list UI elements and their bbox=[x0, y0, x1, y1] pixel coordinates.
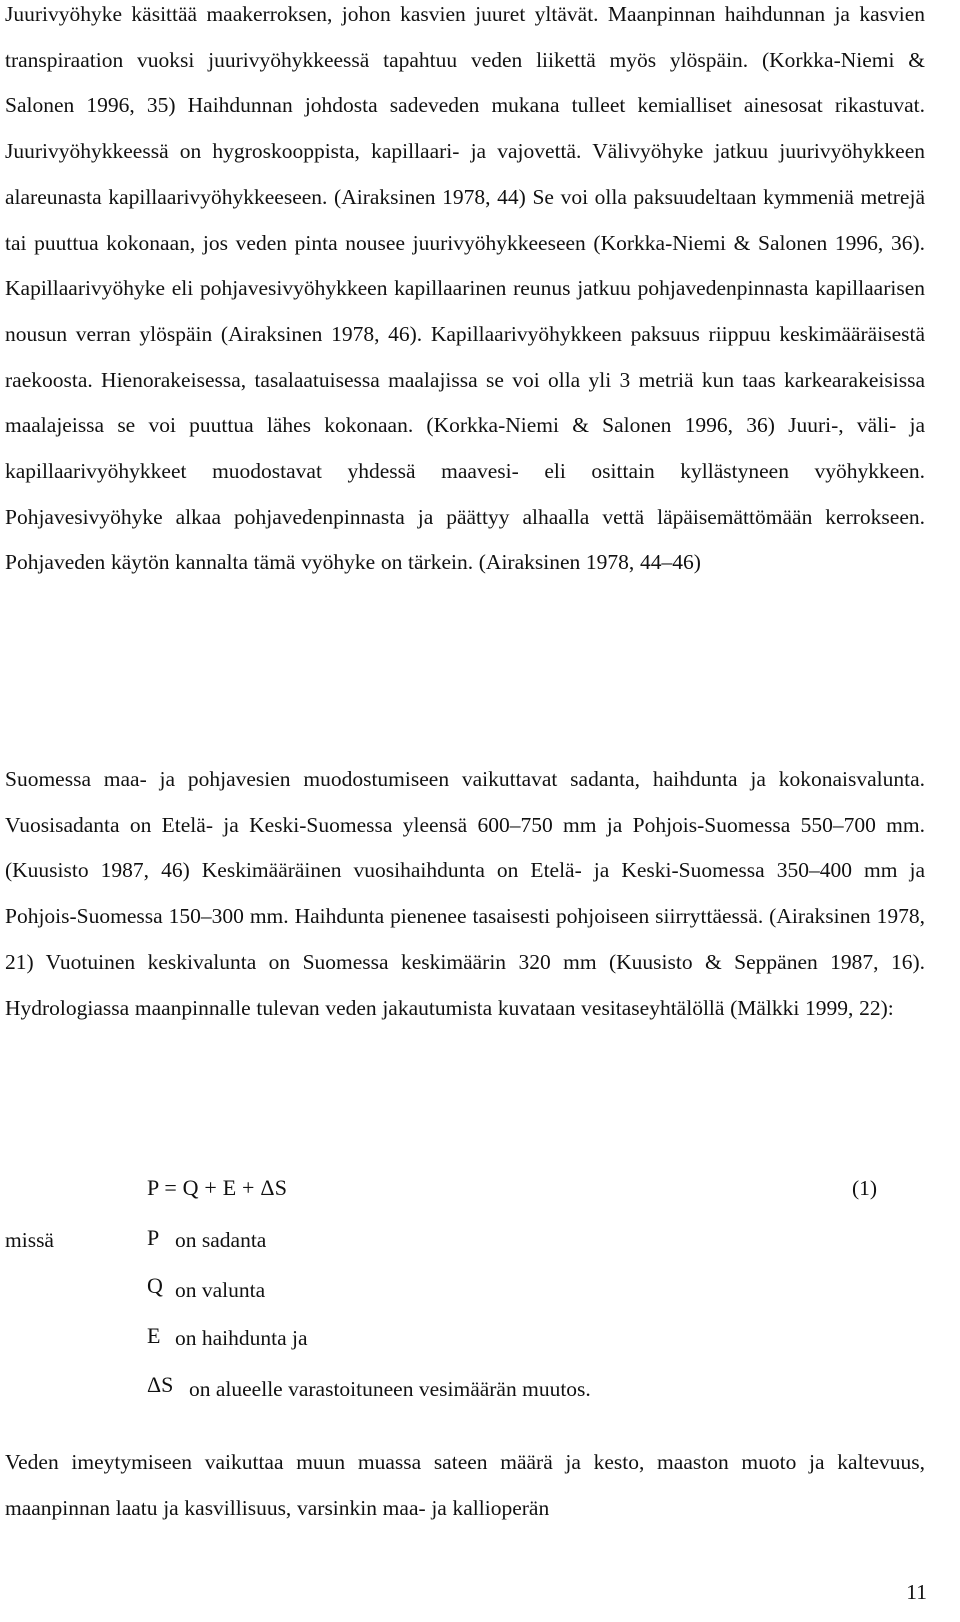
page-number: 11 bbox=[906, 1580, 927, 1604]
equation-number: (1) bbox=[852, 1176, 878, 1200]
definition-text-e: on haihdunta ja bbox=[175, 1326, 308, 1350]
definition-text-delta-s: on alueelle varastoituneen vesimäärän muutos. bbox=[189, 1377, 591, 1401]
definition-symbol-delta-s: ΔS bbox=[147, 1372, 174, 1397]
paragraph-water-balance: Suomessa maa- ja pohjavesien muodostumiseen vaikuttavat sadanta, haihdunta ja kokonaisvalunta. Vuosisadanta on Etelä- ja Keski-Suomessa yleensä 600–750 mm ja Pohjois-Suomessa 550–700 mm. (Kuusisto 1987, 46) Keskimääräinen vuosihaihdunta on Etelä- ja Keski-Suomessa 350–400 mm ja Pohjois-Suomessa 150–300 mm. Haihdunta pienenee tasaisesti pohjoiseen siirryttäessä. (Airaksinen 1978, 21) Vuotuinen keskivalunta on Suomessa keskimäärin 320 mm (Kuusisto & Seppänen 1987, 16). Hydrologiassa maanpinnalle tulevan veden jakautumista kuvataan vesitaseyhtälöllä (Mälkki 1999, 22): bbox=[5, 767, 925, 1020]
definition-symbol-p: P bbox=[147, 1225, 160, 1250]
equation-formula: P = Q + E + ΔS bbox=[147, 1175, 288, 1200]
definition-symbol-e: E bbox=[147, 1323, 161, 1348]
definition-symbol-q: Q bbox=[147, 1273, 163, 1298]
definitions-intro: missä bbox=[5, 1228, 54, 1252]
paragraph-infiltration: Veden imeytymiseen vaikuttaa muun muassa sateen määrä ja kesto, maaston muoto ja kaltevuus, maanpinnan laatu ja kasvillisuus, varsinkin maa- ja kallioperän bbox=[5, 1450, 925, 1520]
definition-text-p: on sadanta bbox=[175, 1228, 267, 1252]
paragraph-vadose-zones: Juurivyöhyke käsittää maakerroksen, johon kasvien juuret yltävät. Maanpinnan haihdunnan ja kasvien transpiraation vuoksi juurivyöhykkeessä tapahtuu veden liikettä myös ylöspäin. (Korkka-Niemi & Salonen 1996, 35) Haihdunnan johdosta sadeveden mukana tulleet kemialliset ainesosat rikastuvat. Juurivyöhykkeessä on hygroskooppista, kapillaari- ja vajovettä. Välivyöhyke jatkuu juurivyöhykkeen alareunasta kapillaarivyöhykkeeseen. (Airaksinen 1978, 44) Se voi olla paksuudeltaan kymmeniä metrejä tai puuttua kokonaan, jos veden pinta nousee juurivyöhykkeeseen (Korkka-Niemi & Salonen 1996, 36). Kapillaarivyöhyke eli pohjavesivyöhykkeen kapillaarinen reunus jatkuu pohjavedenpinnasta kapillaarisen nousun verran ylöspäin (Airaksinen 1978, 46). Kapillaarivyöhykkeen paksuus riippuu keskimääräisestä raekoosta. Hienorakeisessa, tasalaatuisessa maalajissa se voi olla yli 3 metriä kun taas karkearakeisissa maalajeissa se voi puuttua lähes kokonaan. (Korkka-Niemi & Salonen 1996, 36) Juuri-, väli- ja kapillaarivyöhykkeet muodostavat yhdessä maavesi- eli osittain kyllästyneen vyöhykkeen. Pohjavesivyöhyke alkaa pohjavedenpinnasta ja päättyy alhaalla vettä läpäisemättömään kerrokseen. Pohjaveden käytön kannalta tämä vyöhyke on tärkein. (Airaksinen 1978, 44–46) bbox=[5, 2, 925, 575]
definition-text-q: on valunta bbox=[175, 1278, 266, 1302]
